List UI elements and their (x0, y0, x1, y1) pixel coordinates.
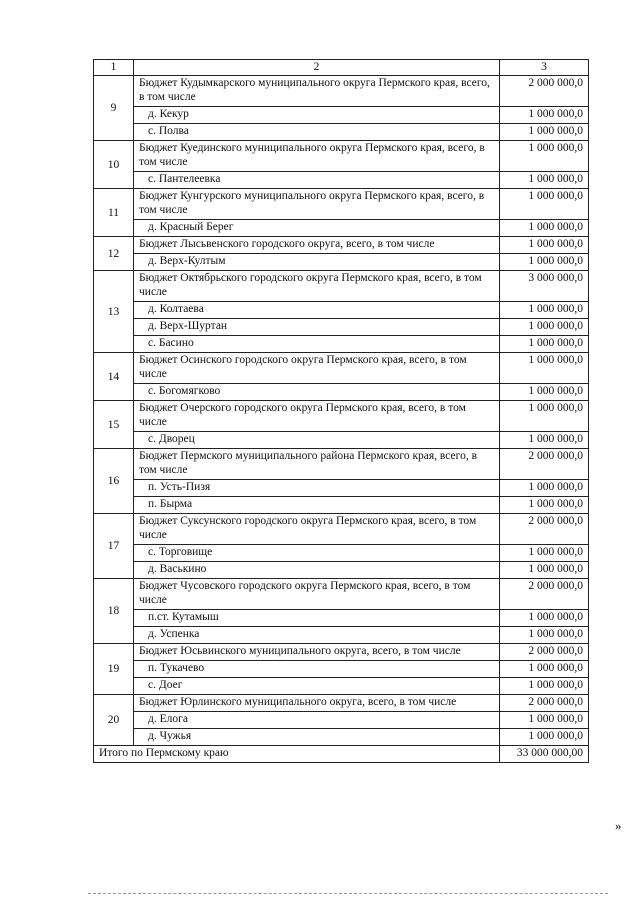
budget-title: Бюджет Лысьвенского городского округа, всего, в том числе (134, 237, 500, 254)
settlement-row (94, 319, 589, 336)
settlement-amount: 1 000 000,0 (500, 319, 589, 336)
settlement-amount: 1 000 000,0 (500, 712, 589, 729)
budget-amount: 1 000 000,0 (500, 189, 589, 220)
settlement-name: д. Кекур (134, 107, 500, 124)
budget-group-row (94, 141, 589, 172)
row-number: 15 (94, 401, 134, 449)
settlement-amount: 1 000 000,0 (500, 678, 589, 695)
settlement-amount: 1 000 000,0 (500, 220, 589, 237)
settlement-row (94, 302, 589, 319)
budget-group-row (94, 353, 589, 384)
budget-amount: 2 000 000,0 (500, 695, 589, 712)
header-col-1: 1 (94, 60, 134, 76)
header-row (94, 60, 589, 76)
settlement-name: с. Доег (134, 678, 500, 695)
settlement-name: д. Елога (134, 712, 500, 729)
settlement-name: с. Торговище (134, 545, 500, 562)
settlement-name: д. Успенка (134, 627, 500, 644)
settlement-name: д. Верх-Култым (134, 254, 500, 271)
row-number: 19 (94, 644, 134, 695)
total-row (94, 746, 589, 763)
settlement-name: с. Дворец (134, 432, 500, 449)
closing-quote: » (615, 818, 622, 833)
budget-amount: 2 000 000,0 (500, 514, 589, 545)
budget-amount: 1 000 000,0 (500, 353, 589, 384)
settlement-amount: 1 000 000,0 (500, 610, 589, 627)
settlement-name: п. Усть-Пизя (134, 480, 500, 497)
settlement-amount: 1 000 000,0 (500, 480, 589, 497)
budget-group-row (94, 449, 589, 480)
settlement-amount: 1 000 000,0 (500, 729, 589, 746)
settlement-name: д. Васькино (134, 562, 500, 579)
budget-table-body (94, 60, 589, 763)
row-number: 14 (94, 353, 134, 401)
settlement-row (94, 729, 589, 746)
settlement-amount: 1 000 000,0 (500, 107, 589, 124)
budget-amount: 1 000 000,0 (500, 401, 589, 432)
settlement-amount: 1 000 000,0 (500, 545, 589, 562)
settlement-row (94, 336, 589, 353)
budget-amount: 3 000 000,0 (500, 271, 589, 302)
settlement-amount: 1 000 000,0 (500, 432, 589, 449)
budget-title: Бюджет Осинского городского округа Пермского края, всего, в том числе (134, 353, 500, 384)
row-number: 10 (94, 141, 134, 189)
header-col-2: 2 (134, 60, 500, 76)
settlement-amount: 1 000 000,0 (500, 124, 589, 141)
row-number: 16 (94, 449, 134, 514)
settlement-name: д. Красный Берег (134, 220, 500, 237)
total-label: Итого по Пермскому краю (94, 746, 500, 763)
settlement-name: с. Полва (134, 124, 500, 141)
budget-title: Бюджет Суксунского городского округа Пермского края, всего, в том числе (134, 514, 500, 545)
budget-title: Бюджет Юрлинского муниципального округа, всего, в том числе (134, 695, 500, 712)
settlement-name: д. Колтаева (134, 302, 500, 319)
settlement-name: п. Бырма (134, 497, 500, 514)
settlement-row (94, 627, 589, 644)
total-amount: 33 000 000,00 (500, 746, 589, 763)
settlement-row (94, 480, 589, 497)
settlement-row (94, 254, 589, 271)
budget-group-row (94, 401, 589, 432)
settlement-amount: 1 000 000,0 (500, 562, 589, 579)
settlement-amount: 1 000 000,0 (500, 627, 589, 644)
settlement-row (94, 661, 589, 678)
budget-group-row (94, 271, 589, 302)
budget-title: Бюджет Очерского городского округа Пермского края, всего, в том числе (134, 401, 500, 432)
settlement-name: п.ст. Кутамыш (134, 610, 500, 627)
row-number: 18 (94, 579, 134, 644)
header-col-3: 3 (500, 60, 589, 76)
row-number: 11 (94, 189, 134, 237)
budget-amount: 2 000 000,0 (500, 644, 589, 661)
budget-title: Бюджет Куединского муниципального округа Пермского края, всего, в том числе (134, 141, 500, 172)
budget-title: Бюджет Юсьвинского муниципального округа, всего, в том числе (134, 644, 500, 661)
settlement-row (94, 562, 589, 579)
budget-group-row (94, 237, 589, 254)
settlement-amount: 1 000 000,0 (500, 254, 589, 271)
row-number: 20 (94, 695, 134, 746)
budget-group-row (94, 76, 589, 107)
settlement-amount: 1 000 000,0 (500, 384, 589, 401)
settlement-amount: 1 000 000,0 (500, 661, 589, 678)
settlement-name: д. Чужья (134, 729, 500, 746)
row-number: 17 (94, 514, 134, 579)
budget-group-row (94, 514, 589, 545)
budget-amount: 2 000 000,0 (500, 76, 589, 107)
settlement-row (94, 384, 589, 401)
settlement-amount: 1 000 000,0 (500, 172, 589, 189)
settlement-name: с. Пантелеевка (134, 172, 500, 189)
row-number: 9 (94, 76, 134, 141)
budget-amount: 2 000 000,0 (500, 449, 589, 480)
settlement-name: п. Тукачево (134, 661, 500, 678)
budget-amount: 1 000 000,0 (500, 237, 589, 254)
budget-title: Бюджет Кунгурского муниципального округа Пермского края, всего, в том числе (134, 189, 500, 220)
settlement-name: д. Верх-Шуртан (134, 319, 500, 336)
settlement-row (94, 678, 589, 695)
settlement-row (94, 545, 589, 562)
settlement-row (94, 712, 589, 729)
settlement-row (94, 432, 589, 449)
settlement-name: с. Басино (134, 336, 500, 353)
row-number: 12 (94, 237, 134, 271)
settlement-row (94, 497, 589, 514)
settlement-row (94, 107, 589, 124)
settlement-amount: 1 000 000,0 (500, 336, 589, 353)
budget-title: Бюджет Чусовского городского округа Пермского края, всего, в том числе (134, 579, 500, 610)
budget-amount: 1 000 000,0 (500, 141, 589, 172)
budget-group-row (94, 695, 589, 712)
budget-group-row (94, 189, 589, 220)
budget-title: Бюджет Октябрьского городского округа Пермского края, всего, в том числе (134, 271, 500, 302)
settlement-row (94, 172, 589, 189)
budget-table (93, 59, 589, 763)
row-number: 13 (94, 271, 134, 353)
scan-edge-line (88, 893, 608, 894)
budget-title: Бюджет Кудымкарского муниципального округа Пермского края, всего, в том числе (134, 76, 500, 107)
budget-group-row (94, 644, 589, 661)
budget-group-row (94, 579, 589, 610)
budget-title: Бюджет Пермского муниципального района Пермского края, всего, в том числе (134, 449, 500, 480)
settlement-row (94, 220, 589, 237)
settlement-row (94, 124, 589, 141)
settlement-amount: 1 000 000,0 (500, 302, 589, 319)
settlement-amount: 1 000 000,0 (500, 497, 589, 514)
budget-amount: 2 000 000,0 (500, 579, 589, 610)
settlement-row (94, 610, 589, 627)
settlement-name: с. Богомягково (134, 384, 500, 401)
